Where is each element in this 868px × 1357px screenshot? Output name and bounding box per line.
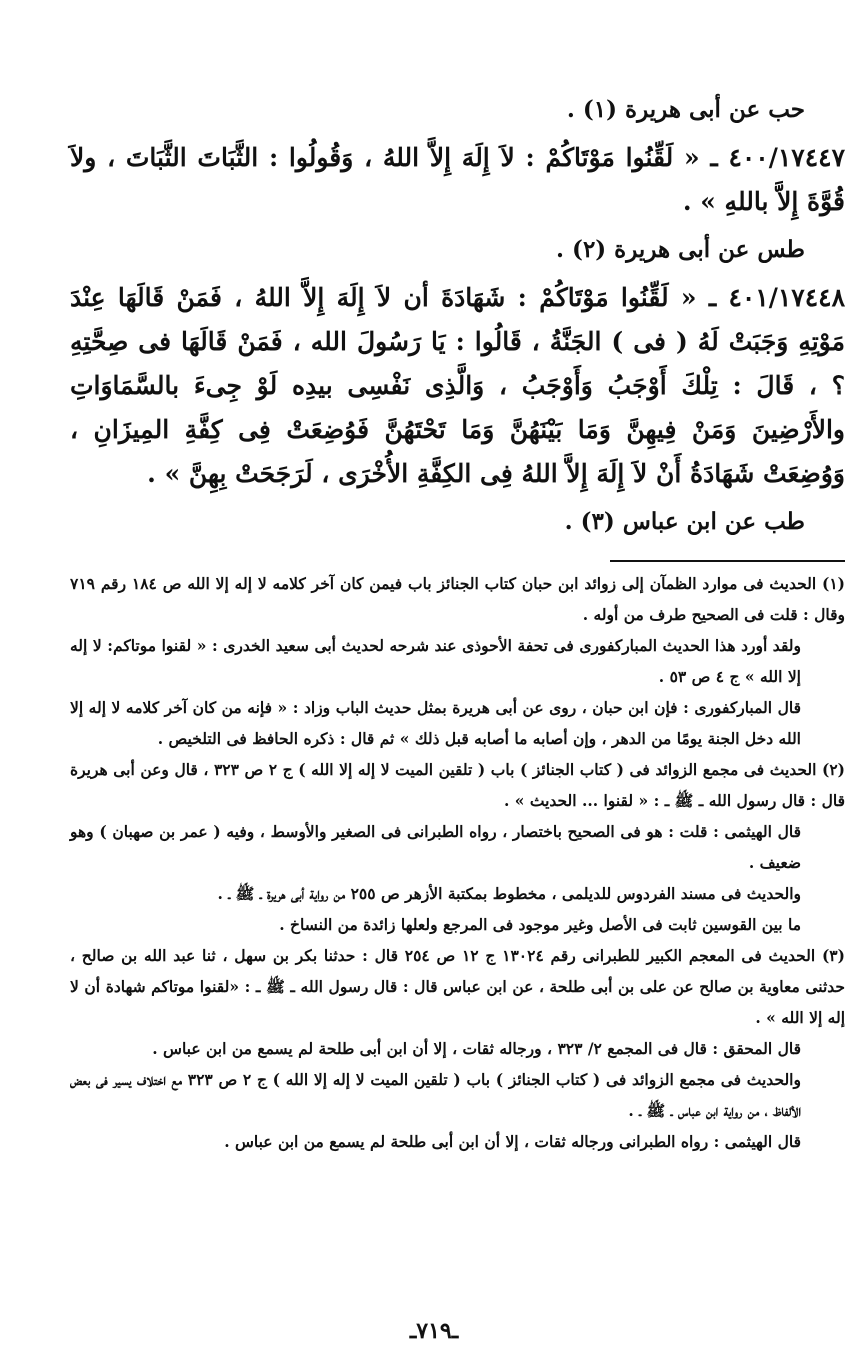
footnote-2: [70, 754, 845, 940]
footnote-2-para-2: قال الهيثمى : قلت : هو فى الصحيح باختصار ، رواه الطبرانى فى الصغير والأوسط ، وفيه ( عمر بن صهبان ) وهو ضعيف .: [70, 822, 801, 872]
footnote-2-para-4: ما بين القوسين ثابت فى الأصل وغير موجود فى المرجع ولعلها زائدة من النساخ .: [279, 915, 801, 934]
footnote-1-para-3: قال المباركفورى : فإن ابن حبان ، روى عن أبى هريرة بمثل حديث الباب وزاد : « فإنه من كان آخر كلامه لا إله إلا الله دخل الجنة يومًا من الدهر ، وإن أصابه ما أصابه قبل ذلك » ثم قال : ذكره الحافظ فى التلخيص .: [70, 698, 801, 748]
footnote-3-para-2: قال المحقق : قال فى المجمع ٢/ ٣٢٣ ، ورجاله ثقات ، إلا أن ابن أبى طلحة لم يسمع من ابن عباس .: [152, 1039, 801, 1058]
footnote-3: [70, 940, 845, 1157]
footnote-3-para-1: (٣) الحديث فى المعجم الكبير للطبرانى رقم ١٣٠٢٤ ج ١٢ ص ٢٥٤ قال : حدثنا بكر بن سهل ، ثنا عبد الله بن صالح ، حدثنى معاوية بن صالح عن على بن أبى طلحة ، عن ابن عباس قال : قال رسول الله ـ ﷺ ـ : «لقنوا موتاكم شهادة أن لا إله إلا الله » .: [70, 946, 845, 1027]
book-page: [70, 88, 845, 1157]
footnote-1-para-1: (١) الحديث فى موارد الظمآن إلى زوائد ابن حبان كتاب الجنائز باب فيمن كان آخر كلامه لا إله إلا الله ص ١٨٤ رقم ٧١٩ وقال : قلت فى الصحيح طرف من أوله .: [70, 574, 845, 624]
page-number: ـ٧١٩ـ: [409, 1318, 459, 1344]
source-line-3: طب عن ابن عباس (٣) .: [564, 508, 805, 535]
footnote-3-para-3: والحديث فى مجمع الزوائد فى ( كتاب الجنائز ) باب ( تلقين الميت لا إله إلا الله ) ج ٢ ص ٣٢٣ مع اختلاف يسير فى بعض الألفاظ ، من رواية ابن عباس ـ ﷺ ـ .: [70, 1070, 801, 1120]
footnotes: [70, 568, 845, 1157]
source-line-1: حب عن أبى هريرة (١) .: [566, 96, 805, 123]
hadith-401: ٤٠١/١٧٤٤٨ ـ « لَقِّنُوا مَوْتَاكُمْ : شَهَادَةَ أن لاَ إِلَهَ إِلاَّ اللهُ ، فَمَنْ قَالَهَا عِنْدَ مَوْتِهِ وَجَبَتْ لَهُ ( فى ) الجَنَّةُ ، قَالُوا : يَا رَسُولَ الله ، فَمَنْ قَالَهَا فى صِحَّتِهِ ؟ ، قَالَ : تِلْكَ أَوْجَبُ وَأَوْجَبُ ، وَالَّذِى نَفْسِى بيدِه لَوْ جِىءَ بالسَّمَاوَاتِ والأَرْضِينَ وَمَنْ فِيهِنَّ وَمَا بَيْنَهُنَّ وَمَا تَحْتَهُنَّ فَوُضِعَتْ فِى كِفَّةِ المِيزَانِ ، وَوُضِعَتْ شَهَادَةُ أَنْ لاَ إِلَهَ إِلاَّ اللهُ فِى الكِفَّةِ الأُخْرَى ، لَرَجَحَتْ بِهِنَّ » .: [70, 283, 845, 488]
footnote-2-para-1: (٢) الحديث فى مجمع الزوائد فى ( كتاب الجنائز ) باب ( تلقين الميت لا إله إلا الله ) ج ٢ ص ٣٢٣ ، قال وعن أبى هريرة قال : قال رسول الله ـ ﷺ ـ : « لقنوا ... الحديث » .: [70, 760, 845, 810]
footnote-divider: [610, 560, 845, 562]
hadith-400: ٤٠٠/١٧٤٤٧ ـ « لَقِّنُوا مَوْتَاكُمْ : لاَ إِلَهَ إِلاَّ اللهُ ، وَقُولُوا : الثَّبَاتَ الثَّبَاتَ ، ولاَ قُوَّةَ إِلاَّ باللهِ » .: [70, 143, 845, 216]
footnote-1-para-2: ولقد أورد هذا الحديث المباركفورى فى تحفة الأحوذى عند شرحه لحديث أبى سعيد الخدرى : « لقنوا موتاكم: لا إله إلا الله » ج ٤ ص ٥٣ .: [70, 636, 801, 686]
source-line-2: طس عن أبى هريرة (٢) .: [556, 236, 805, 263]
footnote-2-para-3: والحديث فى مسند الفردوس للديلمى ، مخطوط بمكتبة الأزهر ص ٢٥٥ من رواية أبى هريرة ـ ﷺ ـ .: [217, 884, 801, 903]
main-text: [70, 88, 845, 544]
footnote-1: [70, 568, 845, 754]
footnote-3-para-4: قال الهيثمى : رواه الطبرانى ورجاله ثقات ، إلا أن ابن أبى طلحة لم يسمع من ابن عباس .: [224, 1132, 801, 1151]
